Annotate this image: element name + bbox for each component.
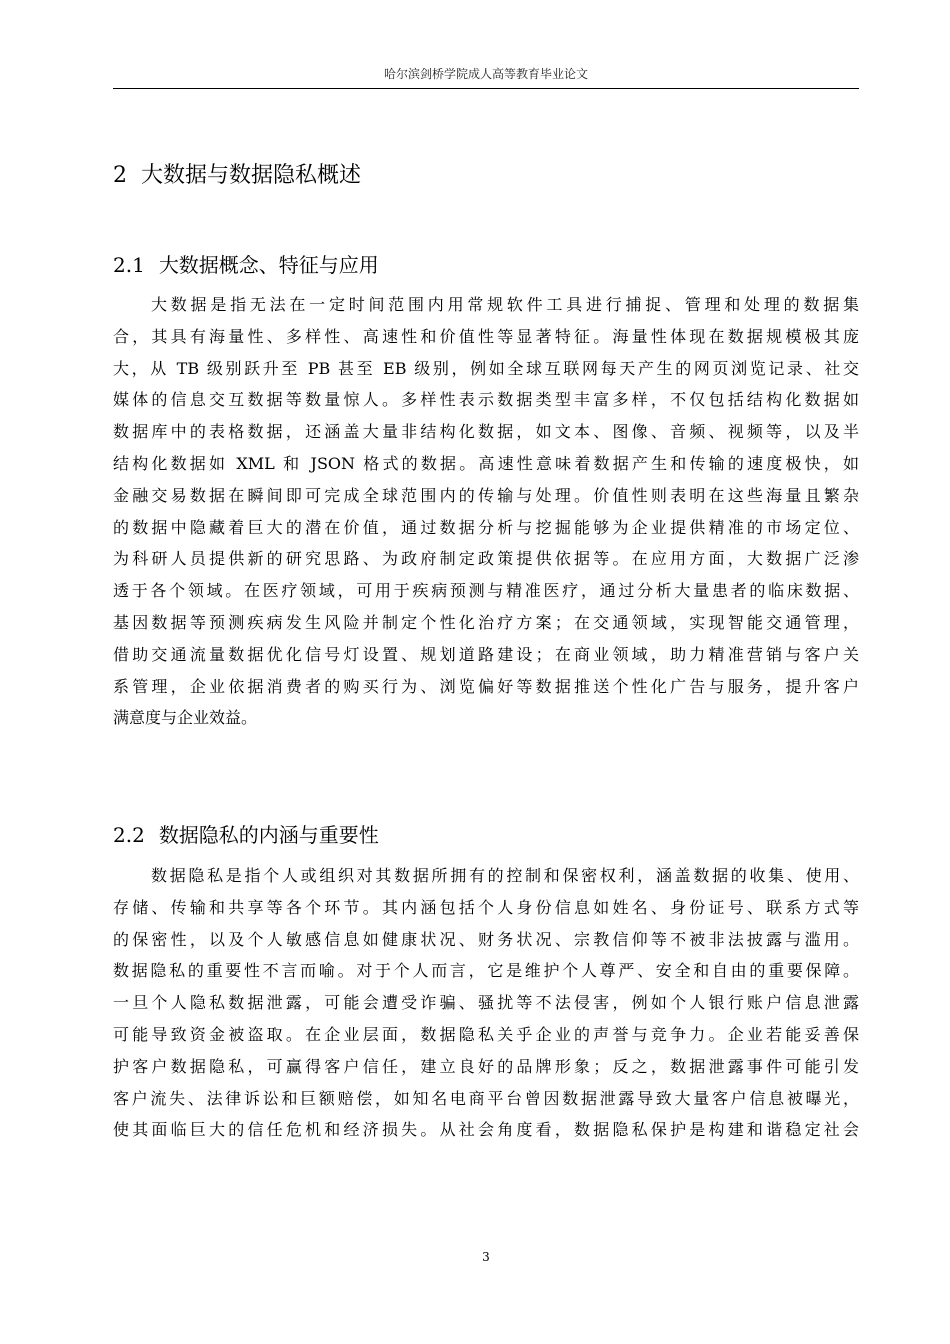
paragraph-line: 结构化数据如 XML 和 JSON 格式的数据。高速性意味着数据产生和传输的速度极快，如: [113, 453, 859, 473]
paragraph-line: 满意度与企业效益。: [113, 708, 258, 728]
paragraph-line: 为科研人员提供新的研究思路、为政府制定政策提供依据等。在应用方面，大数据广泛渗: [113, 549, 859, 569]
paragraph-line: 存储、传输和共享等各个环节。其内涵包括个人身份信息如姓名、身份证号、联系方式等: [113, 897, 859, 917]
section-heading-2-2: [113, 820, 859, 850]
paragraph-line: 数据库中的表格数据，还涵盖大量非结构化数据，如文本、图像、音频、视频等，以及半: [113, 422, 859, 442]
section-title: 数据隐私的内涵与重要性: [158, 823, 379, 847]
section-number: 2.1: [113, 253, 145, 277]
paragraph-line: 数据隐私的重要性不言而喻。对于个人而言，它是维护个人尊严、安全和自由的重要保障。: [113, 961, 859, 981]
paragraph-line: 系管理，企业依据消费者的购买行为、浏览偏好等数据推送个性化广告与服务，提升客户: [113, 676, 859, 696]
paragraph-line: 大，从 TB 级别跃升至 PB 甚至 EB 级别，例如全球互联网每天产生的网页浏览记录、社交: [113, 358, 859, 378]
chapter-number: 2: [113, 163, 127, 188]
paragraph-line: 基因数据等预测疾病发生风险并制定个性化治疗方案；在交通领域，实现智能交通管理，: [113, 612, 859, 632]
paragraph-line: 合，其具有海量性、多样性、高速性和价值性等显著特征。海量性体现在数据规模极其庞: [113, 326, 859, 346]
page-number: 3: [482, 1250, 490, 1264]
section-number: 2.2: [113, 823, 145, 847]
paragraph-line: 客户流失、法律诉讼和巨额赔偿，如知名电商平台曾因数据泄露导致大量客户信息被曝光，: [113, 1088, 859, 1108]
paragraph-line: 的保密性，以及个人敏感信息如健康状况、财务状况、宗教信仰等不被非法披露与滥用。: [113, 929, 859, 949]
paragraph-line: 护客户数据隐私，可赢得客户信任，建立良好的品牌形象；反之，数据泄露事件可能引发: [113, 1056, 859, 1076]
paragraph-line: 数据隐私是指个人或组织对其数据所拥有的控制和保密权利，涵盖数据的收集、使用、: [151, 866, 859, 885]
section-2-1-paragraph: [113, 289, 859, 734]
paragraph-line: 可能导致资金被盗取。在企业层面，数据隐私关乎企业的声誉与竞争力。企业若能妥善保: [113, 1024, 859, 1044]
paragraph-line: 一旦个人隐私数据泄露，可能会遭受诈骗、骚扰等不法侵害，例如个人银行账户信息泄露: [113, 993, 859, 1013]
chapter-heading: [113, 160, 859, 192]
paragraph-line: 透于各个领域。在医疗领域，可用于疾病预测与精准医疗，通过分析大量患者的临床数据、: [113, 581, 859, 601]
section-title: 大数据概念、特征与应用: [158, 253, 379, 277]
section-2-2-paragraph: [113, 860, 859, 1146]
paragraph-line: 的数据中隐藏着巨大的潜在价值，通过数据分析与挖掘能够为企业提供精准的市场定位、: [113, 517, 859, 537]
running-header: 哈尔滨剑桥学院成人高等教育毕业论文: [113, 64, 859, 89]
chapter-title: 大数据与数据隐私概述: [141, 163, 362, 188]
paragraph-line: 媒体的信息交互数据等数量惊人。多样性表示数据类型丰富多样，不仅包括结构化数据如: [113, 390, 859, 410]
paragraph-line: 使其面临巨大的信任危机和经济损失。从社会角度看，数据隐私保护是构建和谐稳定社会: [113, 1120, 859, 1140]
section-heading-2-1: [113, 250, 859, 280]
paragraph-line: 借助交通流量数据优化信号灯设置、规划道路建设；在商业领域，助力精准营销与客户关: [113, 644, 859, 664]
paragraph-line: 大数据是指无法在一定时间范围内用常规软件工具进行捕捉、管理和处理的数据集: [151, 295, 859, 314]
paragraph-line: 金融交易数据在瞬间即可完成全球范围内的传输与处理。价值性则表明在这些海量且繁杂: [113, 485, 859, 505]
